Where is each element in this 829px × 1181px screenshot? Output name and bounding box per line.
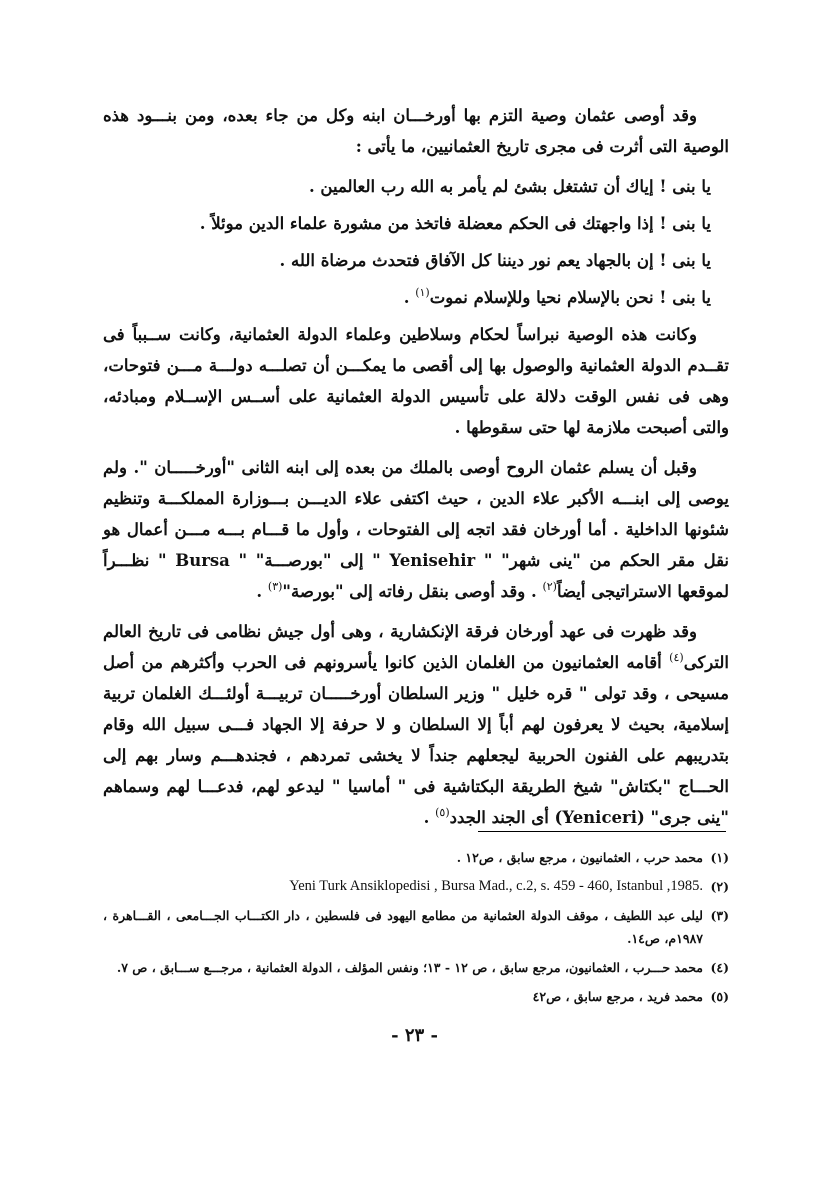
footnote-ref-5[interactable]: (٥) — [435, 806, 450, 819]
footnote-text: ليلى عبد اللطيف ، موقف الدولة العثمانية من مطامع اليهود فى فلسطين ، دار الكتـــاب الجـــامعى ، القـــاهرة ، ١٩٨٧م، ص١٤. — [103, 908, 703, 946]
paragraph-janissaries-text-c: . — [423, 808, 436, 827]
footnote-number: (٣) — [710, 908, 729, 923]
footnote-text: Yeni Turk Ansiklopedisi , Bursa Mad., c.2, s. 459 - 460, Istanbul ,1985. — [289, 878, 703, 894]
footnote-ref-3[interactable]: (٣) — [267, 580, 283, 593]
footnote-ref-1[interactable]: (١) — [415, 286, 430, 299]
footnote-ref-4[interactable]: (٤) — [669, 651, 684, 664]
footnote-text: محمد حرب ، العثمانيون ، مرجع سابق ، ص١٢ . — [456, 850, 703, 865]
footnotes — [103, 846, 729, 1014]
page-number: - ٢٣ - — [391, 1025, 438, 1046]
footnote-ref-2[interactable]: (٢) — [542, 580, 557, 593]
saying-4 — [103, 282, 729, 313]
footnote-number: (١) — [710, 850, 729, 865]
footnote-5 — [103, 985, 729, 1008]
footnote-text: محمد فريد ، مرجع سابق ، ص٤٢ — [532, 989, 703, 1004]
saying-4-end: . — [403, 288, 416, 307]
paragraph-succession-text-a: وقبل أن يسلم عثمان الروح أوصى بالملك من بعده إلى ابنه الثانى "أورخـــــان ". ولم يوصى إلى ابنـــه الأكبر علاء الدين ، حيث اكتفى علاء الديـــن بـــوزارة المملكـــة وتنظيم شئونها الداخلية . أما أورخان فقد اتجه إلى الفتوحات ، وأول ما قـــام بـــه مـــن أعمال هو نقل مقر الحكم من "ينى شهر" " Yenisehir " إلى "بورصـــة" " Bursa " نظـــراً لموقعها الاستراتيجى أيضاً — [103, 458, 730, 601]
paragraph-succession-text-b: . وقد أوصى بنقل رفاته إلى "بورصة" — [282, 582, 543, 601]
saying-1: يا بنى ! إياك أن تشتغل بشئ لم يأمر به الله رب العالمين . — [308, 177, 711, 196]
saying-3: يا بنى ! إن بالجهاد يعم نور ديننا كل الآفاق فتحدث مرضاة الله . — [279, 251, 711, 270]
saying-4-text: يا بنى ! نحن بالإسلام نحيا وللإسلام نموت — [429, 288, 711, 307]
saying-2: يا بنى ! إذا واجهتك فى الحكم معضلة فاتخذ من مشورة علماء الدين موئلاً . — [199, 214, 711, 233]
footnote-4 — [103, 956, 729, 979]
paragraph-janissaries-text-b: أقامه العثمانيون من الغلمان الذين كانوا يأسرونهم فى الحرب وأكثرهم من أصل مسيحى ، وقد تولى " قره خليل " وزير السلطان أورخـــــان تربيـــة أولئـــك الغلمان تربية إسلامية، بحيث لا يعرفون لهم أباً إلا السلطان و لا حرفة إلا الجهاد فـــى سبيل الله وقام بتدريبهم على الفنون الحربية ليجعلهم جنداً لا يخشى تمردهم ، فجندهـــم وسار بهم إلى الحـــاج "بكتاش" شيخ الطريقة البكتاشية فى " أماسيا " ليدعو لهم، فدعـــا لهم وسماهم "ينى جرى" (Yeniceri) أى الجند الجدد — [103, 653, 729, 827]
paragraph-janissaries — [103, 616, 729, 833]
footnote-divider — [478, 831, 726, 832]
paragraph-succession-text-c: . — [256, 582, 268, 601]
footnote-2 — [103, 875, 729, 898]
intro-paragraph: وقد أوصى عثمان وصية التزم بها أورخـــان ابنه وكل من جاء بعده، ومن بنـــود هذه الوصية التى أثرت فى مجرى تاريخ العثمانيين، ما يأتى : — [103, 106, 729, 156]
main-text — [103, 100, 729, 842]
footnote-1 — [103, 846, 729, 869]
paragraph-succession — [103, 452, 729, 607]
footnote-text: محمد حـــرب ، العثمانيون، مرجع سابق ، ص ١٢ - ١٣؛ ونفس المؤلف ، الدولة العثمانية ، مرجـــع ســـابق ، ص ٧. — [116, 960, 703, 975]
paragraph-testament-role: وكانت هذه الوصية نبراساً لحكام وسلاطين وعلماء الدولة العثمانية، وكانت ســبباً فى تقــدم الدولة العثمانية والوصول بها إلى أقصى ما يمكـــن أن تصلـــه دولـــة مـــن فتوحات، وهى فى نفس الوقت دلالة على تأسيس الدولة العثمانية على أســس الإســلام ومبادئه، والتى أصبحت ملازمة لها حتى سقوطها . — [103, 325, 729, 437]
paragraph-janissaries-text-a: وقد ظهرت فى عهد أورخان فرقة الإنكشارية ، وهى أول جيش نظامى فى تاريخ العالم التركى — [103, 622, 729, 672]
footnote-number: (٤) — [710, 960, 729, 975]
footnote-number: (٥) — [710, 989, 729, 1004]
footnote-3 — [103, 904, 729, 950]
footnote-number: (٢) — [710, 879, 729, 894]
